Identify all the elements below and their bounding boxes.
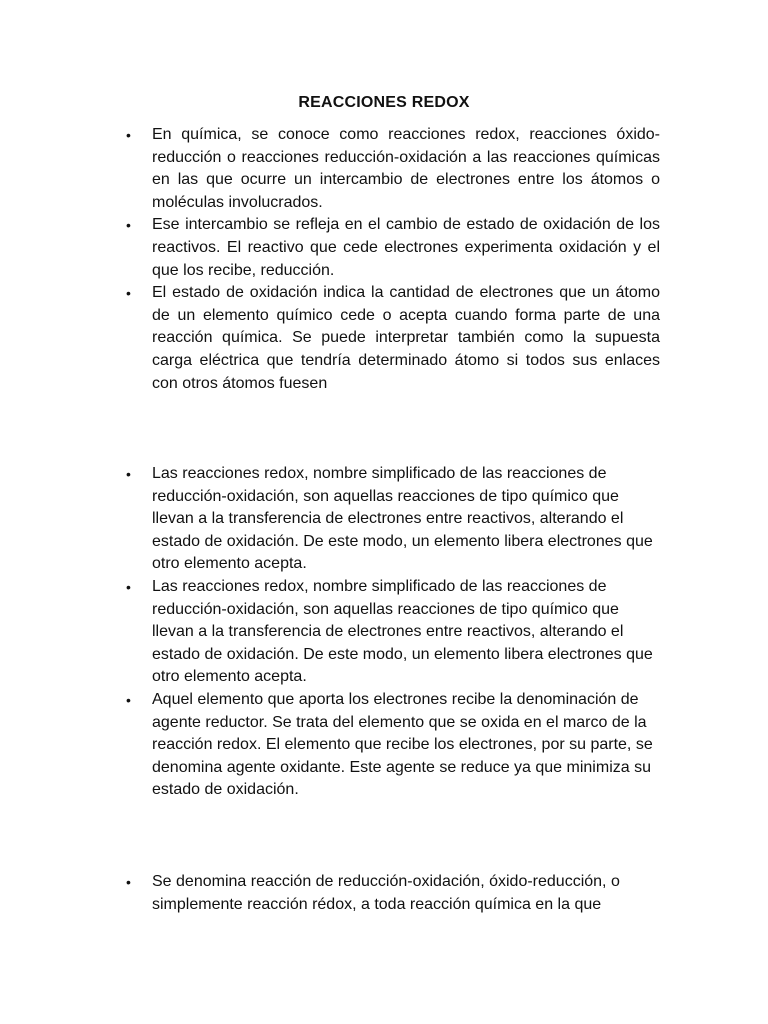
bullet-icon: • xyxy=(126,466,131,482)
list-item-text: Aquel elemento que aporta los electrones recibe la denominación de agente reductor. Se trata del elemento que se oxida en el marco de la reacción redox. El elemento que recibe los electrones, por su parte, se denomina agente oxidante. Este agente se reduce ya que minimiza su estado de oxidación. xyxy=(152,690,653,799)
list-item-text: El estado de oxidación indica la cantidad de electrones que un átomo de un elemento químico cede o acepta cuando forma parte de una reacción química. Se puede interpretar también como la supuesta carga eléctrica que tendría determinado átomo si todos sus enlaces con otros átomos fuesen xyxy=(152,284,660,392)
document-title: REACCIONES REDOX xyxy=(298,94,470,111)
list-item xyxy=(126,463,660,576)
bullet-icon: • xyxy=(126,691,131,708)
list-item-text: Las reacciones redox, nombre simplificado de las reacciones de reducción-oxidación, son aquellas reacciones de tipo químico que llevan a la transferencia de electrones entre reactivos, alterando el estado de oxidación. De este modo, un elemento libera electrones que otro elemento acepta. xyxy=(152,577,653,686)
list-item xyxy=(126,124,660,214)
list-item xyxy=(126,214,660,282)
bullet-icon: • xyxy=(126,578,131,595)
bullet-list-section-a xyxy=(126,124,660,395)
bullet-icon: • xyxy=(126,285,131,302)
bullet-icon: • xyxy=(126,217,131,234)
bullet-icon: • xyxy=(126,127,131,143)
bullet-list-section-c xyxy=(126,871,660,916)
list-item-text: Ese intercambio se refleja en el cambio de estado de oxidación de los reactivos. El reactivo que cede electrones experimenta oxidación y el que los recibe, reducción. xyxy=(152,216,660,279)
list-item xyxy=(126,689,660,802)
list-item xyxy=(126,576,660,689)
list-item-text: Se denomina reacción de reducción-oxidación, óxido-reducción, o simplemente reacción rédox, a toda reacción química en la que xyxy=(152,873,620,913)
bullet-icon: • xyxy=(126,874,131,890)
list-item xyxy=(126,282,660,395)
list-item-text: En química, se conoce como reacciones redox, reacciones óxido-reducción o reacciones reducción-oxidación a las reacciones químicas en las que ocurre un intercambio de electrones entre los átomos o moléculas involucrados. xyxy=(152,126,660,211)
list-item-text: Las reacciones redox, nombre simplificado de las reacciones de reducción-oxidación, son aquellas reacciones de tipo químico que llevan a la transferencia de electrones entre reactivos, alterando el estado de oxidación. De este modo, un elemento libera electrones que otro elemento acepta. xyxy=(152,465,653,573)
bullet-list-section-b xyxy=(126,463,660,802)
list-item xyxy=(126,871,660,916)
